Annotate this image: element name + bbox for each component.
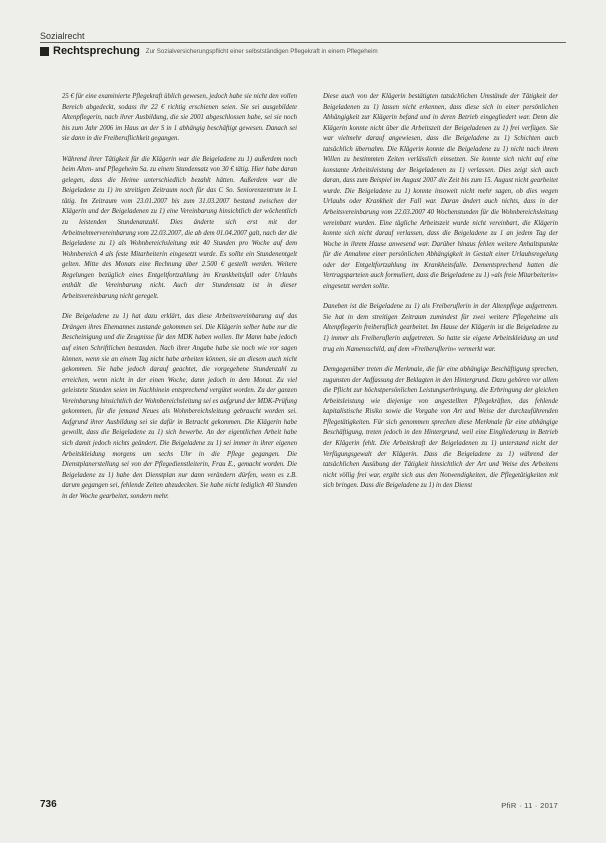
right-paragraph-1: Diese auch von der Klägerin bestätigten tatsächlichen Umstände der Tätigkeit der Beigeladenen zu 1) lassen nicht erkennen, dass diese sich in einer persönlichen Abhängigkeit zur Klägerin befand und in deren Betrieb eingegliedert war. Denn die Klägerin konnte nicht über die Arbeitszeit der Beigeladenen zu 1) frei verfügen. Sie war vielmehr darauf angewiesen, dass die Beigeladene zu 1) Schichten auch tatsächlich übernahm. Die Klägerin konnte die Beigeladene zu 1) nicht nach ihrem Willen zu bestimmten Zeiten verlässlich einsetzen. Sie konnte sich nicht auf eine konstante Arbeitsleistung der Beigeladenen zu 1) verlassen. Dies zeigt sich auch daran, dass zum Beispiel im August 2007 die Zeit bis zum 15. August nicht gearbeitet wurde. Die Beigeladene zu 1) konnte insoweit nicht mehr sagen, ob dies wegen Urlaubs oder Krankheit der Fall war. Daran ändert auch nichts, dass in der Arbeitsvereinbarung vom 22.03.2007 40 Wochenstunden für die Wohnbereichsleitung vereinbart wurden. Eine tägliche Arbeitszeit wurde nicht vereinbart, die Klägerin konnte sich nicht darauf verlassen, dass die Beigeladene zu 1 an jedem Tag der Woche in ihrem Hause anwesend war. Darüber hinaus fehlen weitere Anhaltspunkte für die Annahme einer persönlichen Abhängigkeit in Gestalt einer Urlaubsregelung oder der Entgeltfortzahlung im Krankheitsfalle. Dementsprechend hatten die Vertragsparteien auch formuliert, dass die Beigeladene zu 1) »als freie Mitarbeiterin« eingesetzt werden sollte. xyxy=(323,93,558,290)
right-paragraph-3: Demgegenüber treten die Merkmale, die für eine abhängige Beschäftigung sprechen, zugunsten der Auffassung der Beklagten in den Hintergrund. Dazu gehören vor allem die Pflicht zur höchstpersönlichen Leistungserbringung, die Erbringung der gleichen Arbeitsleistung wie diejenige von angestellten Pflegekräften, das fehlende kapitalistische Risiko sowie die Vorgabe von Art und Weise der durchzuführenden Pflegetätigkeiten. Für sich genommen sprechen diese Merkmale für eine abhängige Beschäftigung, treten jedoch in den Hintergrund, weil eine Eingliederung in Betrieb der Klägerin fehlt. Die Arbeitskraft der Beigeladenen zu 1) unterstand nicht der Verfügungsgewalt der Klägerin. Dass die Beigeladene zu 1) während der tatsächlichen Ausübung der Tätigkeit hinsichtlich der Art und Weise des Arbeitens nicht völlig frei war, ergibt sich aus den Notwendigkeiten, die Pflegetätigkeiten mit sich bringen. Dass die Beigeladene zu 1) in den Dienst xyxy=(323,366,558,490)
left-paragraph-2: Während ihrer Tätigkeit für die Klägerin war die Beigeladene zu 1) außerdem noch beim Alten- und Pflegeheim Sa. zu einem Stundensatz von 30 € tätig. Hier habe daran gelegen, dass die Heime unterschiedlich bezahlt hätten. Außerdem war die Beigeladene zu 1) im streitigen Zeitraum noch für das C So. Seniorenzentrum in L tätig. Im Zeitraum vom 23.01.2007 bis zum 31.03.2007 bestand zwischen der Klägerin und der Beigeladenen zu 1) eine Vereinbarung hinsichtlich der wöchentlich zu leistenden Stundenanzahl. Dies änderte sich erst mit der Arbeitnehmervereinbarung vom 22.03.2007, die ab dem 01.04.2007 galt, nach der die Beigeladene zu 1) als Wohnbereichsleitung mit 40 Stunden pro Woche auf dem Wohnbereich 4 als feste Mitarbeiterin eingesetzt wurde. Es sollte ein Stundenentgelt gelten. Mitte des Monats eine Rechnung über 2.500 € gestellt werden. Weitere Regelungen bezüglich eines Entgeltfortzahlung im Krankheitsfall oder Urlaubs enthält die Vereinbarung nicht. Auch der Stundensatz ist in dieser Arbeitsvereinbarung nicht geregelt. xyxy=(62,155,297,300)
section-label: Sozialrecht xyxy=(40,31,85,41)
left-column xyxy=(62,92,297,782)
journal-reference: PfiR · 11 · 2017 xyxy=(501,801,558,810)
rubric-subtitle: Zur Sozialversicherungspflicht einer selbstständigen Pflegekraft in einem Pflegeheim xyxy=(145,47,378,55)
right-column xyxy=(323,92,558,782)
rubric-title: Rechtsprechung xyxy=(53,45,140,57)
rubric-marker-icon xyxy=(40,47,49,56)
left-paragraph-3: Die Beigeladene zu 1) hat dazu erklärt, das diese Arbeitsvereinbarung auf das Drängen ihres Ehemannes zustande gekommen sei. Die Klägerin selber habe nur die Bescheinigung und die Zeugnisse für den MDK haben wollen. Ihr Mann habe jedoch auf einen Schriftlichen bestanden. Nach ihrer Angabe habe sie noch wie vor sagen können, wenn sie an einem Tag nicht habe arbeiten können, sie an diesem auch nicht gekommen. Sie habe jedoch darauf geachtet, die vorgegebene Stundenzahl zu erreichen, wenn nicht in der einen Woche, dann jedoch in dem Monat. Zu viel geleistete Stunden seien im Nachhinein entsprechend vergütet worden. Zu der ganzen Vereinbarung hinsichtlich der Wohnbereichsleitung sei es aufgrund der MDK-Prüfung gekommen, für die jemand Neues als Wohnbereichsleitung gebraucht worden sei. Aufgrund ihrer Ausbildung sei sie dafür in Betracht gekommen. Die Klägerin habe gewollt, dass die Beigeladene zu 1) sich bewerbe. An der eigentlichen Arbeit habe sich damit jedoch nichts geändert. Die Beigeladene zu 1) sei immer in ihrer eigenen Arbeitskleidung morgens um sechs Uhr in die Pflege gegangen. Die Dienstplanerstellung sei von der Pflegedienstleiterin, Frau E., gemacht worden. Die Beigeladene zu 1) habe den Dienstplan nur dann verändern dürfen, wenn es z.B. darum gegangen sei, fehlende Zeiten abzudecken. Sie habe nicht lediglich 40 Stunden in der Woche gearbeitet, sondern mehr. xyxy=(62,313,297,500)
rubric-header xyxy=(40,43,570,59)
right-paragraph-2: Daneben ist die Beigeladene zu 1) als Freiberuflerin in der Altenpflege aufgetreten. Sie hat in dem streitigen Zeitraum zumindest für zwei weitere Pflegeheime als Altenpflegerin freiberuflich gearbeitet. Im Hause der Klägerin ist die Beigeladene zu 1) immer als Freiberuflerin aufgetreten. So hatte sie eigene Arbeitskleidung an und trug ein Namensschild, auf dem »Freiberuflerin« vermerkt war. xyxy=(323,303,558,353)
left-paragraph-1: 25 € für eine examinierte Pflegekraft üblich gewesen, jedoch habe sie nicht den vollen Bereich abgedeckt, sodass ihr 22 € richtig erschienen seien. Sie sei ausgebildete Altenpflegerin, nach ihrer Ausbildung, die sie 2001 abgeschlossen habe, sei sie noch bis zum Jahr 2006 im Haus an der S in 1 abhängig beschäftigt gewesen. Danach sei sie dann in die Freiberuflichkeit gegangen. xyxy=(62,93,297,143)
page-number: 736 xyxy=(40,799,57,810)
